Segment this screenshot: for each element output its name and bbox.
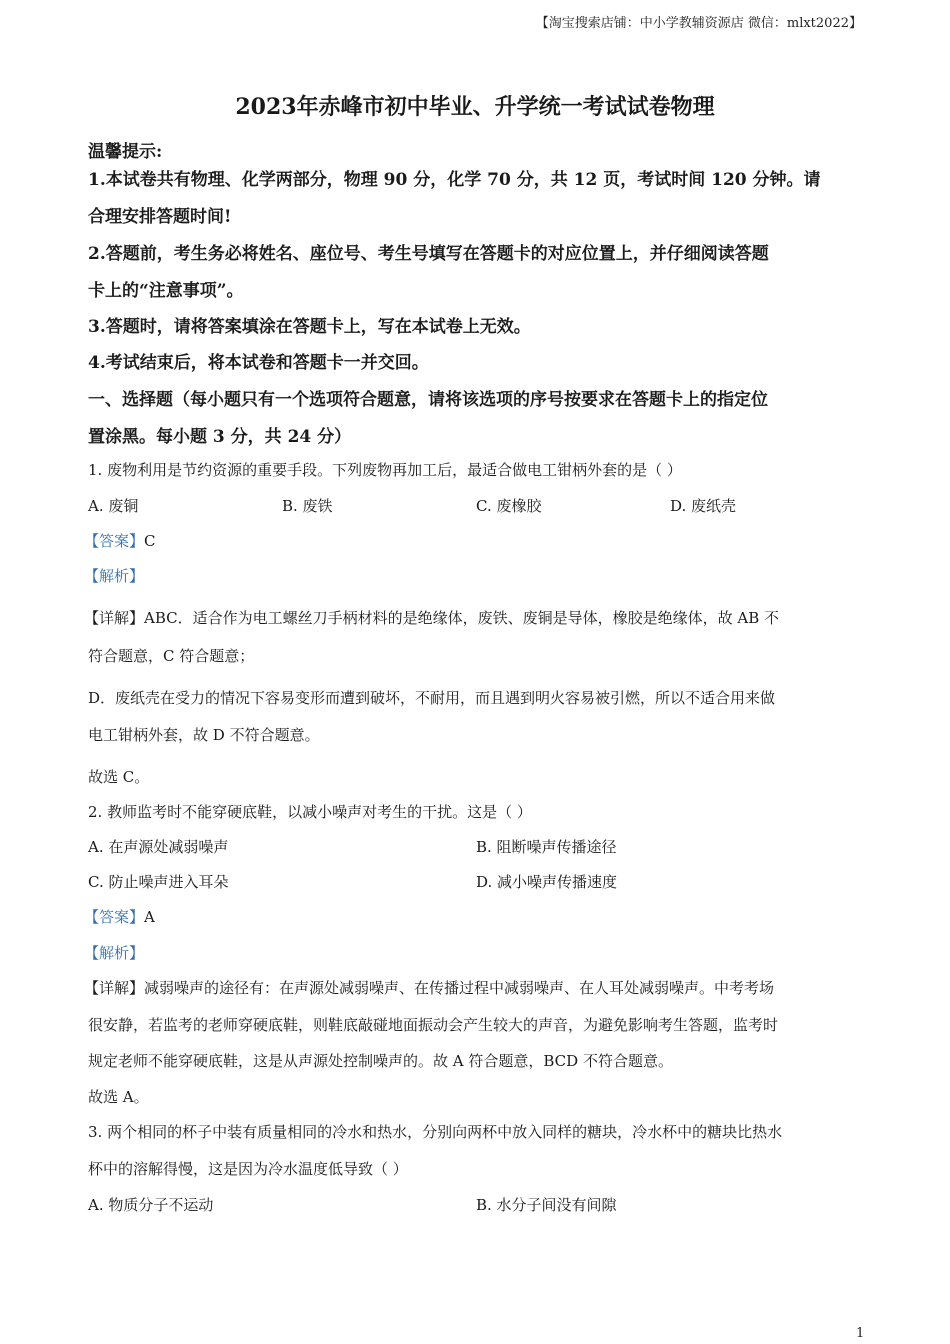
page-number: 1: [856, 1326, 865, 1341]
q1-analysis-tag: 【解析】: [84, 567, 145, 585]
tips-line: 2.答题前，考生务必将姓名、座位号、考生号填写在答题卡的对应位置上，并仔细阅读答题: [88, 244, 769, 264]
detail-tag: 【详解】: [84, 609, 145, 627]
q1-detail-line: [84, 607, 779, 628]
q2-option-c: C. 防止噪声进入耳朵: [88, 873, 229, 891]
q1-conclusion: 故选 C。: [88, 768, 150, 786]
q2-detail-line: 很安静，若监考的老师穿硬底鞋，则鞋底敲碰地面振动会产生较大的声音，为避免影响考生答题，监考时: [88, 1016, 779, 1034]
detail-text: 减弱噪声的途径有：在声源处减弱噪声、在传播过程中减弱噪声、在人耳处减弱噪声。中考考场: [144, 979, 775, 997]
q1-option-d: D. 废纸壳: [670, 497, 737, 515]
q1-answer: [84, 530, 156, 551]
q2-analysis-tag: 【解析】: [84, 944, 145, 962]
q2-detail-line: [84, 977, 774, 998]
q2-detail-line: 规定老师不能穿硬底鞋，这是从声源处控制噪声的。故 A 符合题意，BCD 不符合题意。: [88, 1052, 673, 1070]
q1-detail-line: 电工钳柄外套，故 D 不符合题意。: [88, 726, 320, 744]
question-2-stem: 2. 教师监考时不能穿硬底鞋，以减小噪声对考生的干扰。这是（ ）: [88, 803, 532, 821]
tips-line: 4.考试结束后，将本试卷和答题卡一并交回。: [88, 353, 429, 373]
answer-value: C: [144, 532, 156, 550]
page-title: 2023年赤峰市初中毕业、升学统一考试试卷物理: [235, 94, 715, 120]
question-1-stem: 1. 废物利用是节约资源的重要手段。下列废物再加工后，最适合做电工钳柄外套的是（ ）: [88, 461, 682, 479]
q2-conclusion: 故选 A。: [88, 1088, 149, 1106]
q2-option-a: A. 在声源处减弱噪声: [88, 838, 229, 856]
question-3-stem-cont: 杯中的溶解得慢，这是因为冷水温度低导致（ ）: [88, 1160, 408, 1178]
tips-heading: 温馨提示:: [88, 142, 163, 162]
answer-tag: 【答案】: [84, 532, 145, 550]
q2-option-b: B. 阻断噪声传播途径: [476, 838, 617, 856]
q2-answer: [84, 906, 155, 927]
q1-detail-line: 符合题意，C 符合题意；: [88, 647, 255, 665]
q3-option-b: B. 水分子间没有间隙: [476, 1196, 617, 1214]
answer-value: A: [144, 908, 155, 926]
detail-text: ABC．适合作为电工螺丝刀手柄材料的是绝缘体，废铁、废铜是导体，橡胶是绝缘体，故 AB 不: [144, 609, 780, 627]
detail-tag: 【详解】: [84, 979, 145, 997]
answer-tag: 【答案】: [84, 908, 145, 926]
q1-option-a: A. 废铜: [88, 497, 139, 515]
tips-line: 合理安排答题时间!: [88, 207, 232, 227]
q1-option-b: B. 废铁: [282, 497, 333, 515]
tips-line: 1.本试卷共有物理、化学两部分，物理 90 分，化学 70 分，共 12 页，考试时间 120 分钟。请: [88, 170, 821, 190]
tips-line: 卡上的“注意事项”。: [88, 281, 244, 301]
header-note: 【淘宝搜索店铺：中小学教辅资源店 微信：mlxt2022】: [535, 16, 862, 31]
q1-detail-line: D．废纸壳在受力的情况下容易变形而遭到破坏，不耐用，而且遇到明火容易被引燃，所以不适合用来做: [88, 689, 776, 707]
section-heading-cont: 置涂黑。每小题 3 分，共 24 分）: [88, 427, 352, 447]
question-3-stem: 3. 两个相同的杯子中装有质量相同的冷水和热水，分别向两杯中放入同样的糖块，冷水杯中的糖块比热水: [88, 1123, 783, 1141]
tips-line: 3.答题时，请将答案填涂在答题卡上，写在本试卷上无效。: [88, 317, 531, 337]
q3-option-a: A. 物质分子不运动: [88, 1196, 214, 1214]
q1-option-c: C. 废橡胶: [476, 497, 542, 515]
section-heading: 一、选择题（每小题只有一个选项符合题意，请将该选项的序号按要求在答题卡上的指定位: [88, 390, 768, 410]
q2-option-d: D. 减小噪声传播速度: [476, 873, 618, 891]
